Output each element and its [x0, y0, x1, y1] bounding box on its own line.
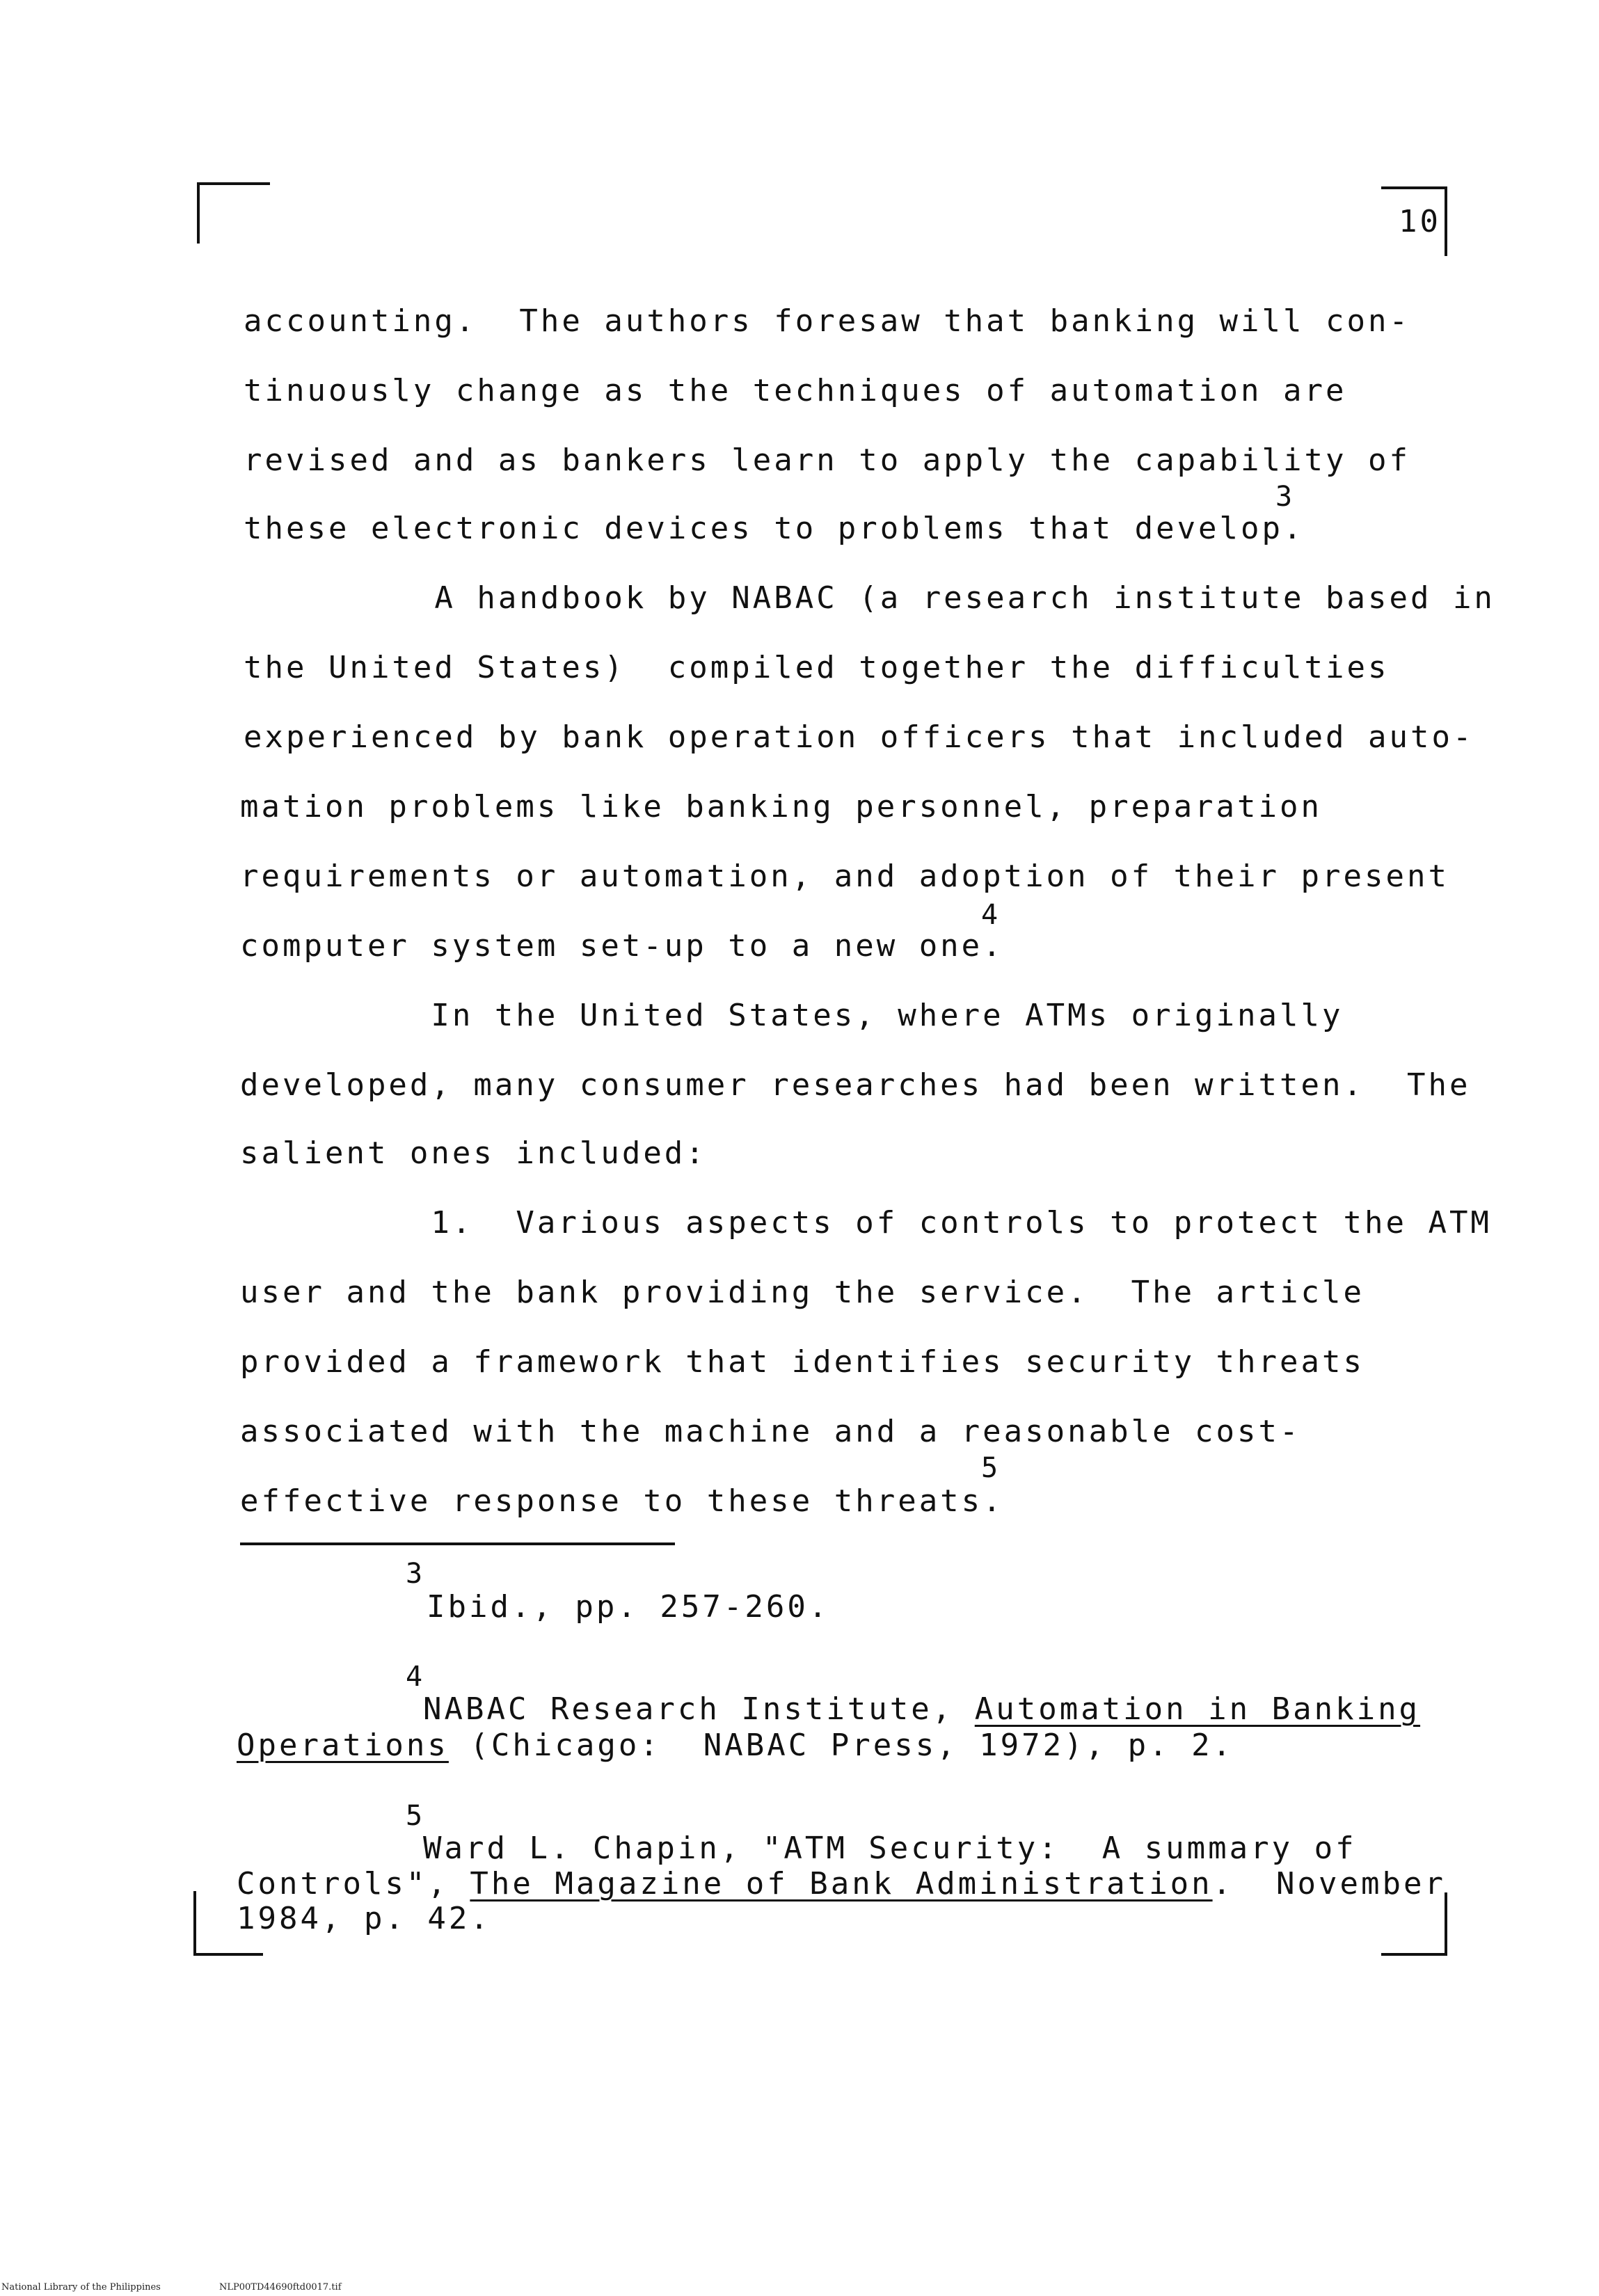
footnote-4-line-1	[423, 1692, 1420, 1727]
superscript-5: 5	[981, 1452, 999, 1484]
crop-mark-top-left-v	[197, 182, 200, 244]
footnote-5-line-1: Ward L. Chapin, "ATM Security: A summary of	[423, 1831, 1357, 1866]
body-line-18: effective response to these threats.	[240, 1483, 1004, 1519]
footnote-4-title-part-2: Operations	[237, 1728, 449, 1763]
footnote-5-line-2-suffix: . November	[1212, 1866, 1446, 1902]
body-line-17: associated with the machine and a reasonable cost-	[240, 1414, 1301, 1449]
body-line-15: user and the bank providing the service. The article	[240, 1275, 1365, 1310]
footnote-4-line-2	[237, 1728, 1234, 1763]
footnote-5-number: 5	[406, 1800, 423, 1832]
footnote-separator	[240, 1542, 675, 1545]
scan-footer-right: NLP00TD44690ftd0017.tif	[219, 2282, 342, 2293]
crop-mark-bottom-right-h	[1381, 1953, 1447, 1956]
crop-mark-bottom-left-v	[193, 1891, 196, 1956]
scan-footer-left: National Library of the Philippines	[1, 2282, 161, 2293]
footnote-3-number: 3	[406, 1558, 423, 1590]
footnote-5-line-2-prefix: Controls",	[237, 1866, 470, 1902]
body-line-9: requirements or automation, and adoption of their present	[240, 859, 1449, 894]
body-line-11: In the United States, where ATMs originally	[240, 998, 1344, 1033]
body-line-2: tinuously change as the techniques of automation are	[244, 373, 1347, 408]
footnote-5-line-2	[237, 1867, 1446, 1902]
footnote-5-line-3: 1984, p. 42.	[237, 1901, 491, 1936]
body-line-8: mation problems like banking personnel, preparation	[240, 789, 1323, 824]
footnote-5-journal-title: The Magazine of Bank Administration	[470, 1866, 1213, 1902]
body-line-14: 1. Various aspects of controls to protect the ATM	[240, 1205, 1492, 1241]
page-number: 10	[1399, 204, 1441, 239]
body-line-10: computer system set-up to a new one.	[240, 928, 1004, 964]
body-line-1: accounting. The authors foresaw that banking will con-	[244, 303, 1410, 339]
body-line-5: A handbook by NABAC (a research institute based in	[244, 580, 1495, 616]
crop-mark-top-right-h	[1381, 186, 1447, 189]
crop-mark-bottom-right-v	[1445, 1892, 1447, 1956]
body-line-12: developed, many consumer researches had been written. The	[240, 1067, 1471, 1103]
crop-mark-top-right-v	[1445, 186, 1447, 256]
superscript-3: 3	[1275, 481, 1293, 513]
footnote-4-suffix: (Chicago: NABAC Press, 1972), p. 2.	[448, 1728, 1234, 1763]
body-line-3: revised and as bankers learn to apply the capability of	[244, 443, 1410, 478]
crop-mark-bottom-left-h	[193, 1953, 263, 1956]
body-line-7: experienced by bank operation officers that included auto-	[244, 719, 1474, 755]
footnote-4-prefix: NABAC Research Institute,	[423, 1691, 975, 1727]
body-line-16: provided a framework that identifies security threats	[240, 1344, 1365, 1380]
crop-mark-top-left-h	[197, 182, 270, 185]
body-line-4: these electronic devices to problems that develop.	[244, 511, 1305, 546]
body-line-6: the United States) compiled together the difficulties	[244, 650, 1390, 685]
superscript-4: 4	[981, 899, 999, 931]
footnote-3-text: Ibid., pp. 257-260.	[427, 1589, 830, 1625]
footnote-4-number: 4	[406, 1661, 423, 1693]
body-line-13: salient ones included:	[240, 1135, 707, 1171]
footnote-4-title-part-1: Automation in Banking	[974, 1691, 1421, 1727]
